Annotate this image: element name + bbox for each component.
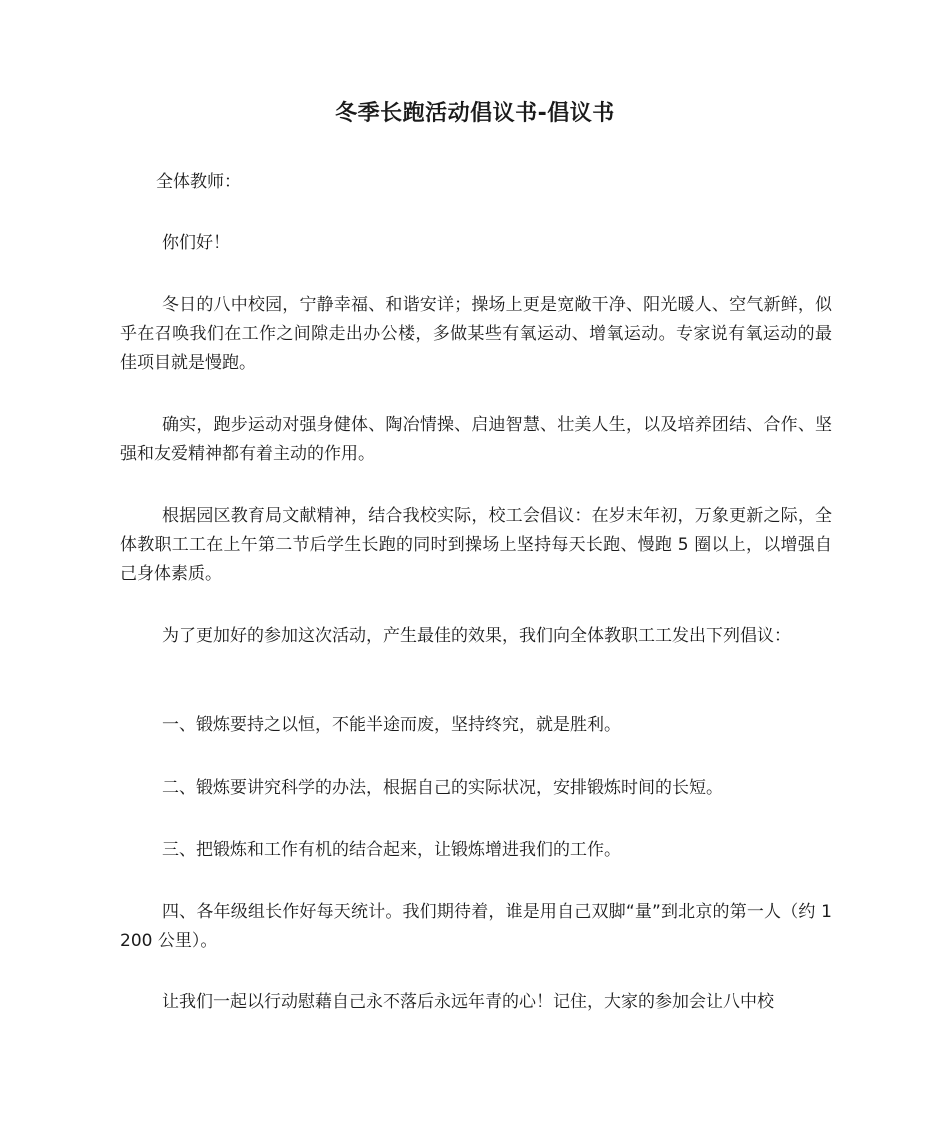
document-title: 冬季长跑活动倡议书-倡议书	[335, 101, 615, 126]
paragraph-2: 确实，跑步运动对强身健体、陶冶情操、启迪智慧、壮美人生，以及培养团结、合作、坚强和友爱精神都有着主动的作用。	[120, 415, 832, 464]
salutation: 全体教师：	[156, 172, 241, 192]
proposal-3: 三、把锻炼和工作有机的结合起来，让锻炼增进我们的工作。	[162, 840, 621, 860]
proposal-2: 二、锻炼要讲究科学的办法，根据自己的实际状况，安排锻炼时间的长短。	[162, 778, 723, 798]
paragraph-4: 为了更加好的参加这次活动，产生最佳的效果，我们向全体教职工工发出下列倡议：	[162, 626, 791, 646]
proposal-1: 一、锻炼要持之以恒，不能半途而废，坚持终究，就是胜利。	[162, 715, 621, 735]
proposal-4: 四、各年级组长作好每天统计。我们期待着，谁是用自己双脚“量”到北京的第一人（约 1200 公里）。	[120, 902, 832, 951]
paragraph-3: 根据园区教育局文献精神，结合我校实际，校工会倡议：在岁末年初，万象更新之际，全体教职工工在上午第二节后学生长跑的同时到操场上坚持每天长跑、慢跑 5 圈以上，以增强自己身体素质。	[120, 506, 832, 584]
greeting: 你们好！	[162, 233, 230, 253]
closing-paragraph: 让我们一起以行动慰藉自己永不落后永远年青的心！记住，大家的参加会让八中校	[162, 992, 774, 1012]
paragraph-1: 冬日的八中校园，宁静幸福、和谐安详；操场上更是宽敞干净、阳光暖人、空气新鲜，似乎在召唤我们在工作之间隙走出办公楼，多做某些有氧运动、增氧运动。专家说有氧运动的最佳项目就是慢跑。	[120, 295, 832, 373]
